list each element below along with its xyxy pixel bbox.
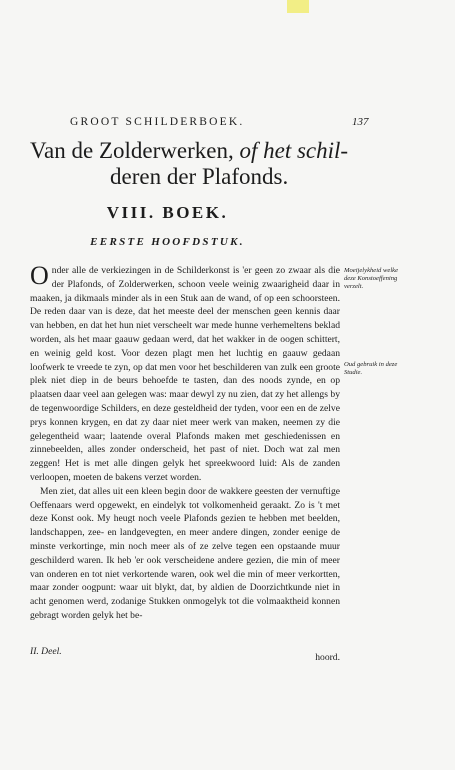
chapter-title-line-2: deren der Plafonds. — [110, 164, 289, 189]
catchword: hoord. — [315, 652, 340, 663]
margin-note-2: Oud gebruik in deze Studie. — [344, 361, 398, 376]
title-italic: of het schil- — [233, 138, 349, 163]
title-roman: Van de Zolderwerken, — [30, 138, 234, 163]
margin-note-1: Moeijelykheid welke deze Konstoeffening verzelt. — [344, 267, 399, 290]
paragraph-1-text: nder alle de verkiezingen in de Schilderkonst is 'er geen zo zwaar als die der Plafonds, of Zolderwerken, schoon veele weinig zwaarigheid daar in maaken, ja dikmaals minder als in een Stuk aan de wand, of op een schoorsteen. De reden daar van is deze, dat het meeste deel der menschen geen kennis daar van hebben, en dat het hun niet verscheelt war mede hunne verhemeltens beklad worden, als het maar gaauw gedaan werd, dat het wakker in de oogen schittert, en weinig geld kost. Voor dezen plagt men het luchtig en gaauw gedaan loofwerk te vreede te zyn, op dat men voor het beschilderen van zulk een groote plek niet diep in de beurs behoefde te tasten, dan des noods zynde, en op plaatsen daar veel aan gelegen was: maar dewyl zy nu zien, dat zy het allengs by de tegenwoordige Schilders, en deze gesteldheid der tyden, voor een en de zelve prys konnen krygen, en dat zy daar niet meer werk van maken, neemen zy die gelegentheid waar; laatende overal Plafonds maken met geschiedenissen en zinnebeelden, alles zonder onderscheid, het past of niet. Doch wat zal men zeggen! Het is met alle dingen gelyk het spreekwoord luid: Als de zanden verloopen, moeten de bakens verzet worden. — [30, 265, 340, 483]
signature-mark: II. Deel. — [30, 646, 62, 657]
paragraph-2: Men ziet, dat alles uit een kleen begin door de wakkere geesten der vernuftige Oeffenaars werd opgewekt, en eindelyk tot volkomenheid geraakt. Zo is 't met deze Konst ook. My heugt noch veele Plafonds gezien te hebben met beelden, landschappen, zee- en landgevegten, en meer andere dingen, zonder eenige de minste verkortinge, min noch meer als of ze zelve tegen een opstaande muur geschilderd waren. Ik heb 'er ook verscheidene andere gezien, die min of meer van onderen en tot niet verkortende waren, ook wel die min of meer verkortten, maar zonder oogpunt: waar uit blykt, dat, by aldien de Doorzichtkunde niet in acht genomen werd, zodanige Stukken onmogelyk tot die volmaaktheid konnen gebragt worden gelyk het be- — [30, 485, 340, 621]
running-head: GROOT SCHILDERBOEK. — [70, 116, 245, 128]
chapter-title-line-1 — [30, 138, 360, 163]
page-footer — [30, 636, 340, 666]
body-text — [30, 261, 340, 623]
chapter-heading: EERSTE HOOFDSTUK. — [90, 236, 245, 248]
paragraph-1 — [30, 261, 340, 485]
drop-capital: O — [30, 261, 49, 290]
book-heading: VIII. BOEK. — [106, 203, 229, 222]
page-number: 137 — [352, 116, 369, 128]
